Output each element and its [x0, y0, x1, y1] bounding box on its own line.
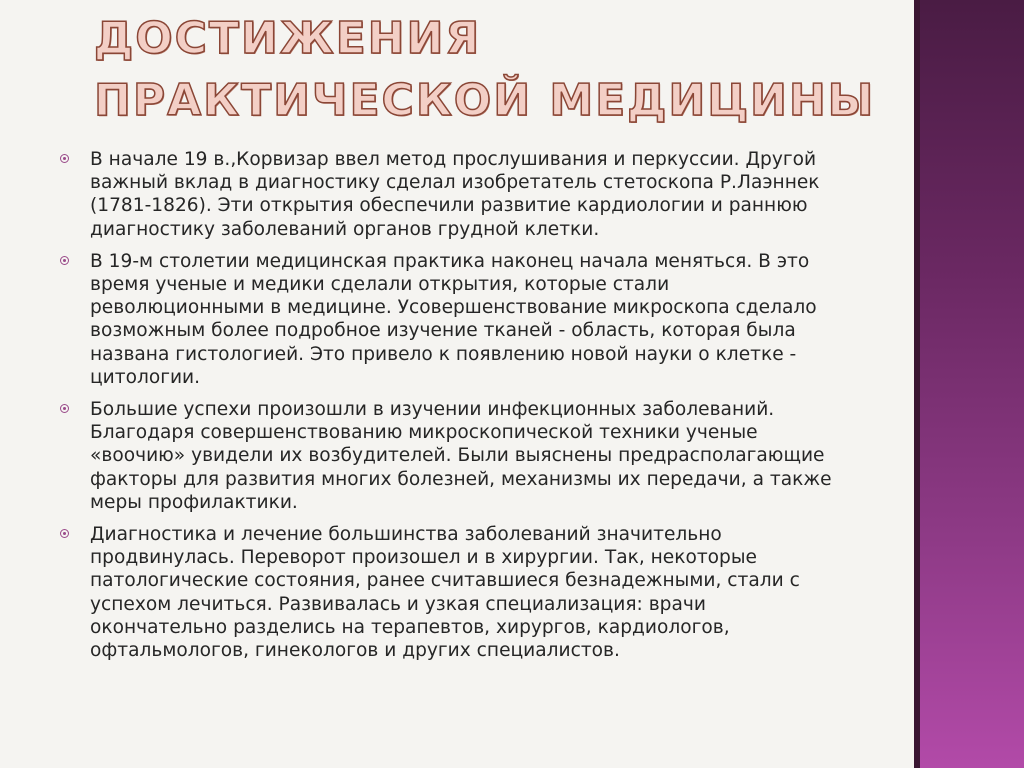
bullet-list — [60, 148, 840, 671]
bullet-text: В 19-м столетии медицинская практика наконец начала меняться. В это время ученые и медики сделали открытия, которые стали революционными в медицине. Усовершенствование микроскопа сделало возможным более подробное изучение тканей - область, которая была названа гистологией. Это привело к появлению новой науки о клетке - цитологии. — [90, 250, 817, 388]
circle-bullet-icon — [60, 154, 69, 163]
circle-bullet-icon — [60, 529, 69, 538]
circle-bullet-icon — [60, 404, 69, 413]
bullet-text: Большие успехи произошли в изучении инфекционных заболеваний. Благодаря совершенствованию микроскопической техники ученые «воочию» увидели их возбудителей. Были выяснены предрасполагающие факторы для развития многих болезней, механизмы их передачи, а также меры профилактики. — [90, 399, 832, 513]
bullet-item — [60, 398, 840, 514]
bullet-item — [60, 523, 840, 662]
slide-title: ДОСТИЖЕНИЯ ПРАКТИЧЕСКОЙ МЕДИЦИНЫ — [94, 13, 876, 126]
decorative-side-panel — [920, 0, 1024, 768]
bullet-item — [60, 250, 840, 389]
bullet-text: В начале 19 в.‚Корвизар ввел метод прослушивания и перкуссии. Другой важный вклад в диагностику сделал изобретатель стетоскопа Р.Лаэннек (1781-1826). Эти открытия обеспечили развитие кардиологии и раннюю диагностику заболеваний органов грудной клетки. — [90, 149, 820, 240]
bullet-text: Диагностика и лечение большинства заболеваний значительно продвинулась. Переворот произошел и в хирургии. Так, некоторые патологические состояния, ранее считавшиеся безнадежными, стали с успехом лечиться. Развивалась и узкая специализация: врачи окончательно разделись на терапевтов, хирургов, кардиологов, офтальмологов, гинекологов и других специалистов. — [90, 524, 800, 662]
bullet-item — [60, 148, 840, 241]
circle-bullet-icon — [60, 256, 69, 265]
